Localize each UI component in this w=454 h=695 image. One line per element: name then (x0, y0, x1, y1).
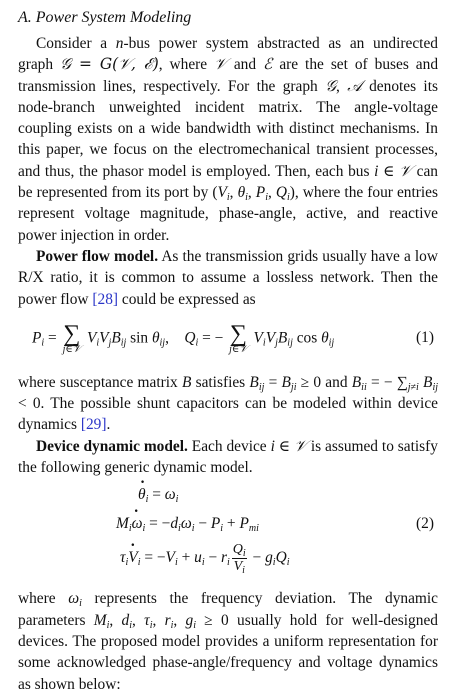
paragraph-title: Power flow model. (36, 247, 159, 265)
equation-1-body: $P_i$ = ∑ j∈𝒱 $V_iV_jB_{ij}$ $\sin \theta_{ij}$, $Q_i$ = − ∑ j∈𝒱 $V_iV_jB_{ij}$ $\cos \theta_{ij}$ (32, 320, 335, 355)
equation-number: (1) (416, 328, 434, 346)
text: where susceptance matrix (18, 373, 182, 391)
equation-2 (18, 482, 438, 582)
sum-symbol: ∑ j∈𝒱 (229, 320, 248, 355)
math-V: 𝒱 (214, 55, 227, 74)
math-omega: ω (68, 590, 80, 608)
text: Consider a (36, 35, 116, 52)
math-n: n (115, 35, 124, 52)
text: represents the frequency deviation. The dynamic parameters (18, 590, 438, 629)
math-graph: 𝒢 = G(𝒱, ℰ) (60, 55, 159, 74)
text: are the set of buses and transmission lines, respectively. For the graph (18, 56, 439, 95)
text: ), where the four entries represent voltage magnitude, phase-angle, active, and reactive power injection in order. (18, 184, 438, 244)
equation-2-line-1: · $\theta_i = \omega_i$ (138, 486, 178, 504)
text: denotes its node-branch unweighted incident matrix. The angle-voltage coupling exists on a wide bandwidth with distinct mechanisms. In this paper, we focus on the electromechanical transient processes, and thus, the phasor model is employed. Then, each bus (18, 77, 438, 180)
citation-link[interactable]: [28] (92, 290, 119, 308)
text: usually hold for well-designed devices. The proposed model provides a uniform representation for some acknowledged phase-angle/frequency and voltage dynamics as shown below: (18, 611, 438, 693)
text: , where (158, 56, 215, 74)
math-A: 𝒜 (347, 76, 362, 95)
text: where (18, 590, 69, 608)
math-E: ℰ (263, 55, 273, 74)
text: As the transmission grids usually have a low R/X ratio, it is common to assume a lossless network. Then the power flow (18, 247, 438, 308)
equation-2-line-3: $\tau_i\cdot V_i = -V_i + u_i - r_i$ $\frac{Q_i}{V_i}$ − $g_iQ_i$ (120, 542, 289, 575)
math-tuple: ($V_i$, $\theta_i$, $P_i$, $Q_i$ (212, 184, 290, 204)
text: . (106, 416, 111, 434)
math-params: $M_i$, $d_i$, $\tau_i$, $r_i$, $g_i \ge 0$ (93, 611, 229, 631)
text: -bus power system abstracted as an undirected graph (18, 35, 438, 74)
paragraph-title: Device dynamic model. (36, 437, 188, 455)
text: and (226, 56, 264, 74)
section-heading: A. Power System Modeling (18, 9, 192, 26)
text: . The possible shunt capacitors can be modeled within device dynamics (18, 395, 438, 434)
paragraph-device: Device dynamic model. Each device i ∈ 𝒱 is assumed to satisfy the following generic dynamic model. (18, 436, 438, 477)
paragraph-susceptance (18, 372, 438, 436)
text: could be expressed as (118, 290, 256, 308)
text: , (336, 77, 348, 95)
sum-symbol: ∑ j∈𝒱 (62, 320, 82, 355)
equation-2-line-2: $M_i\cdot \omega_i = -d_i\omega_i - P_i + P_{mi}$ (116, 515, 259, 533)
text: satisfies (191, 373, 250, 391)
math-Bij: $B_{ij} = B_{ji} \ge 0$ (249, 373, 322, 393)
equation-number: (2) (416, 515, 434, 533)
paragraph-system: Consider a n-bus power system abstracted as an undirected graph 𝒢 = G(𝒱, ℰ), where 𝒱 and ℰ are the set of buses and transmission lines, respectively. For the graph 𝒢, 𝒜 denotes its node-branch unweighted incident matrix. The angle-voltage coupling exists on a wide bandwidth with distinct mechanisms. In this paper, we focus on the electromechanical transient processes, and thus, the phasor model is employed. Then, each bus i ∈ 𝒱 can be represented from its port by ($V_i$, $\theta_i$, $P_i$, $Q_i$), where the four entries represent voltage magnitude, phase-angle, active, and reactive power injection in order. (18, 35, 439, 244)
text: and (321, 373, 352, 391)
citation-link[interactable]: [29] (80, 416, 107, 434)
text: is assumed to satisfy the following generic dynamic model. (18, 437, 438, 477)
math-Bii: $B_{ii}$ = − $\sum_{j\ne i}$ $B_{ij} < 0$ (18, 373, 439, 413)
text: can be represented from its port by (18, 162, 438, 202)
paragraph-parameters: where $\omega_i$ represents the frequency deviation. The dynamic parameters $M_i$, $d_i$, $\tau_i$, $r_i$, $g_i \ge 0$ usually hold for well-designed devices. The proposed model provides a uniform representation for some acknowledged phase-angle/frequency and voltage dynamics as shown below: (18, 590, 438, 693)
paragraph-power-flow (18, 246, 438, 310)
math-B: B (181, 373, 192, 391)
equation-1 (18, 315, 438, 369)
math-i-in-V: i (374, 162, 379, 180)
text: Each device (187, 437, 271, 455)
math-G: 𝒢 (325, 76, 337, 95)
